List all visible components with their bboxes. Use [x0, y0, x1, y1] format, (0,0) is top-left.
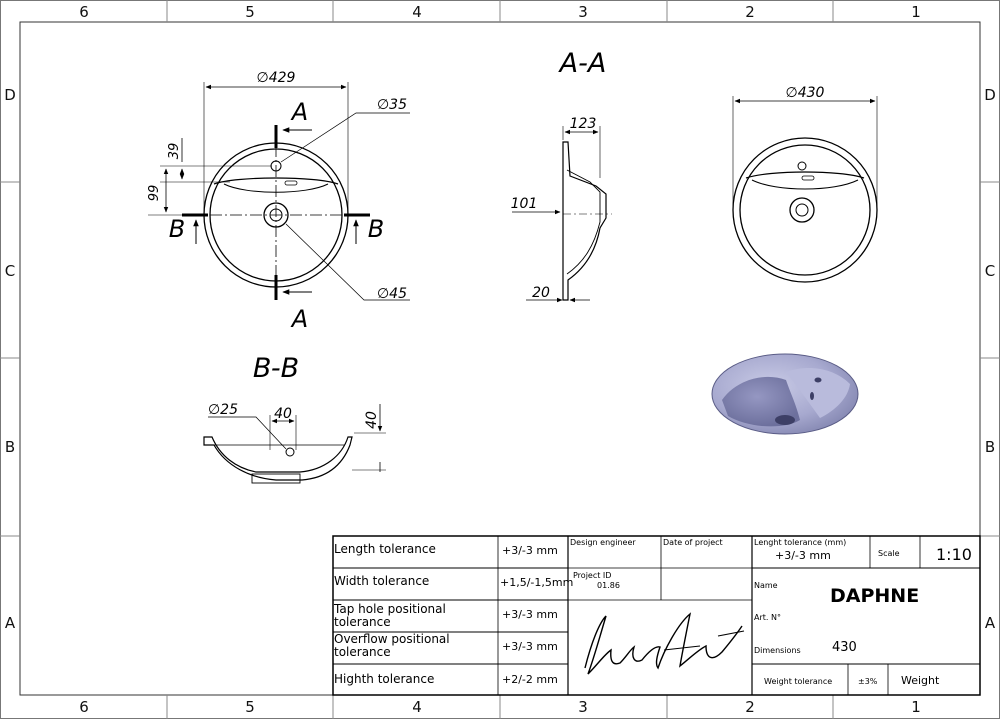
- section-aa-labels: [511, 48, 607, 301]
- row-label-left: A: [4, 614, 16, 632]
- col-label-top: 2: [745, 3, 755, 21]
- signature: [585, 614, 744, 674]
- dim-40-horizontal: 40: [274, 406, 292, 422]
- dim-123: 123: [569, 116, 597, 132]
- project-id-value: 01.86: [597, 581, 620, 590]
- col-label-bottom: 3: [578, 698, 588, 716]
- dim-diameter-429: ∅429: [256, 70, 296, 86]
- weight-tolerance-label: Weight tolerance: [764, 677, 833, 686]
- col-label-top: 4: [412, 3, 422, 21]
- tol-row-value: +3/-3 mm: [502, 608, 558, 621]
- dim-101: 101: [510, 196, 538, 212]
- section-bb-title: B-B: [252, 353, 300, 384]
- section-bb-labels: [208, 353, 380, 429]
- lenght-tolerance-value: +3/-3 mm: [775, 549, 831, 562]
- tol-row-value: +3/-3 mm: [502, 544, 558, 557]
- row-label-right: C: [984, 262, 996, 280]
- tol-row-value: +3/-3 mm: [502, 640, 558, 653]
- section-a-top: A: [291, 98, 309, 126]
- weight-label: Weight: [901, 674, 940, 687]
- dimensions-label: Dimensions: [754, 646, 801, 655]
- tol-row-label: Highth tolerance: [334, 672, 435, 686]
- sink-3d-render: [712, 354, 858, 434]
- top-view: [148, 82, 410, 300]
- tol-row-label: tolerance: [334, 615, 391, 629]
- dim-39: 39: [167, 142, 182, 160]
- tol-row-label: Tap hole positional: [334, 602, 446, 616]
- dimensions-value: 430: [832, 640, 857, 655]
- col-label-top: 5: [245, 3, 255, 21]
- outer-view: [733, 96, 877, 282]
- title-block-text: [333, 538, 972, 687]
- row-label-left: C: [4, 262, 16, 280]
- row-label-left: D: [4, 86, 16, 104]
- scale-value: 1:10: [936, 545, 972, 564]
- dim-diameter-45: ∅45: [376, 286, 408, 302]
- project-id-label: Project ID: [573, 571, 612, 580]
- row-label-left: B: [4, 438, 16, 456]
- row-label-right: A: [984, 614, 996, 632]
- col-label-bottom: 6: [79, 698, 89, 716]
- row-label-right: B: [984, 438, 996, 456]
- tol-row-label: Length tolerance: [334, 542, 436, 556]
- tol-row-label: Width tolerance: [334, 574, 430, 588]
- col-label-bottom: 4: [412, 698, 422, 716]
- section-a-bottom: A: [291, 305, 309, 333]
- product-name: DAPHNE: [830, 585, 920, 607]
- weight-tolerance-value: ±3%: [858, 677, 878, 686]
- section-b-left: B: [168, 215, 186, 243]
- dim-20: 20: [532, 285, 550, 301]
- col-label-top: 3: [578, 3, 588, 21]
- scale-label: Scale: [878, 549, 900, 558]
- lenght-tolerance-label: Lenght tolerance (mm): [754, 538, 847, 547]
- section-aa-title: A-A: [559, 48, 607, 79]
- tol-row-label: Overflow positional: [334, 632, 450, 646]
- dim-99: 99: [147, 184, 162, 202]
- drawing-frame: [1, 1, 1000, 719]
- dim-40-vertical: 40: [364, 411, 380, 429]
- dim-diameter-35: ∅35: [376, 97, 408, 113]
- section-b-right: B: [367, 215, 385, 243]
- date-of-project-label: Date of project: [663, 538, 723, 547]
- name-label: Name: [754, 581, 778, 590]
- col-label-bottom: 2: [745, 698, 755, 716]
- tol-row-value: +2/-2 mm: [502, 673, 558, 686]
- row-label-right: D: [984, 86, 996, 104]
- col-label-bottom: 5: [245, 698, 255, 716]
- section-aa-view: [512, 126, 612, 300]
- tol-row-value: +1,5/-1,5mm: [500, 576, 574, 589]
- grid-labels: [4, 3, 996, 716]
- tol-row-label: tolerance: [334, 645, 391, 659]
- dim-diameter-430: ∅430: [785, 85, 825, 101]
- dim-diameter-25: ∅25: [207, 402, 239, 418]
- art-number-label: Art. N°: [754, 613, 781, 622]
- design-engineer-label: Design engineer: [570, 538, 636, 547]
- col-label-bottom: 1: [911, 698, 921, 716]
- col-label-top: 6: [79, 3, 89, 21]
- col-label-top: 1: [911, 3, 921, 21]
